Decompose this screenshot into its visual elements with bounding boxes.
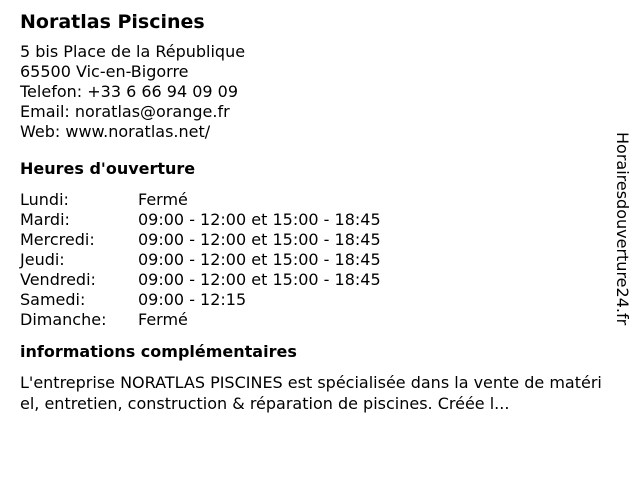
hours-time: 09:00 - 12:00 et 15:00 - 18:45: [138, 270, 381, 289]
hours-day: Samedi:: [20, 290, 86, 309]
hours-heading: Heures d'ouverture: [20, 159, 196, 178]
hours-time: Fermé: [138, 310, 188, 329]
hours-time: 09:00 - 12:15: [138, 290, 247, 309]
hours-row-mardi: [20, 210, 610, 230]
business-card: [20, 10, 610, 414]
hours-time: Fermé: [138, 190, 188, 209]
hours-row-dimanche: [20, 310, 610, 330]
hours-row-mercredi: [20, 230, 610, 250]
hours-day: Jeudi:: [20, 250, 65, 269]
business-name: Noratlas Piscines: [20, 11, 205, 33]
hours-day: Vendredi:: [20, 270, 96, 289]
hours-time: 09:00 - 12:00 et 15:00 - 18:45: [138, 210, 381, 229]
contact-block: [20, 42, 610, 142]
address-line-street: 5 bis Place de la République: [20, 42, 246, 61]
hours-day: Mardi:: [20, 210, 70, 229]
email-line: Email: noratlas@orange.fr: [20, 102, 230, 121]
phone-line: Telefon: +33 6 66 94 09 09: [20, 82, 239, 101]
hours-day: Lundi:: [20, 190, 69, 209]
hours-day: Dimanche:: [20, 310, 107, 329]
hours-row-jeudi: [20, 250, 610, 270]
hours-table: [20, 190, 610, 330]
hours-time: 09:00 - 12:00 et 15:00 - 18:45: [138, 250, 381, 269]
hours-row-lundi: [20, 190, 610, 210]
hours-row-vendredi: [20, 270, 610, 290]
site-watermark: Horairesdouverture24.fr: [613, 132, 632, 326]
hours-row-samedi: [20, 290, 610, 310]
info-heading: informations complémentaires: [20, 342, 297, 361]
address-line-city: 65500 Vic-en-Bigorre: [20, 62, 189, 81]
hours-day: Mercredi:: [20, 230, 95, 249]
hours-time: 09:00 - 12:00 et 15:00 - 18:45: [138, 230, 381, 249]
info-description: L'entreprise NORATLAS PISCINES est spécialisée dans la vente de matériel, entretien, construction & réparation de piscines. Créée l...: [20, 373, 602, 413]
web-line: Web: www.noratlas.net/: [20, 122, 211, 141]
